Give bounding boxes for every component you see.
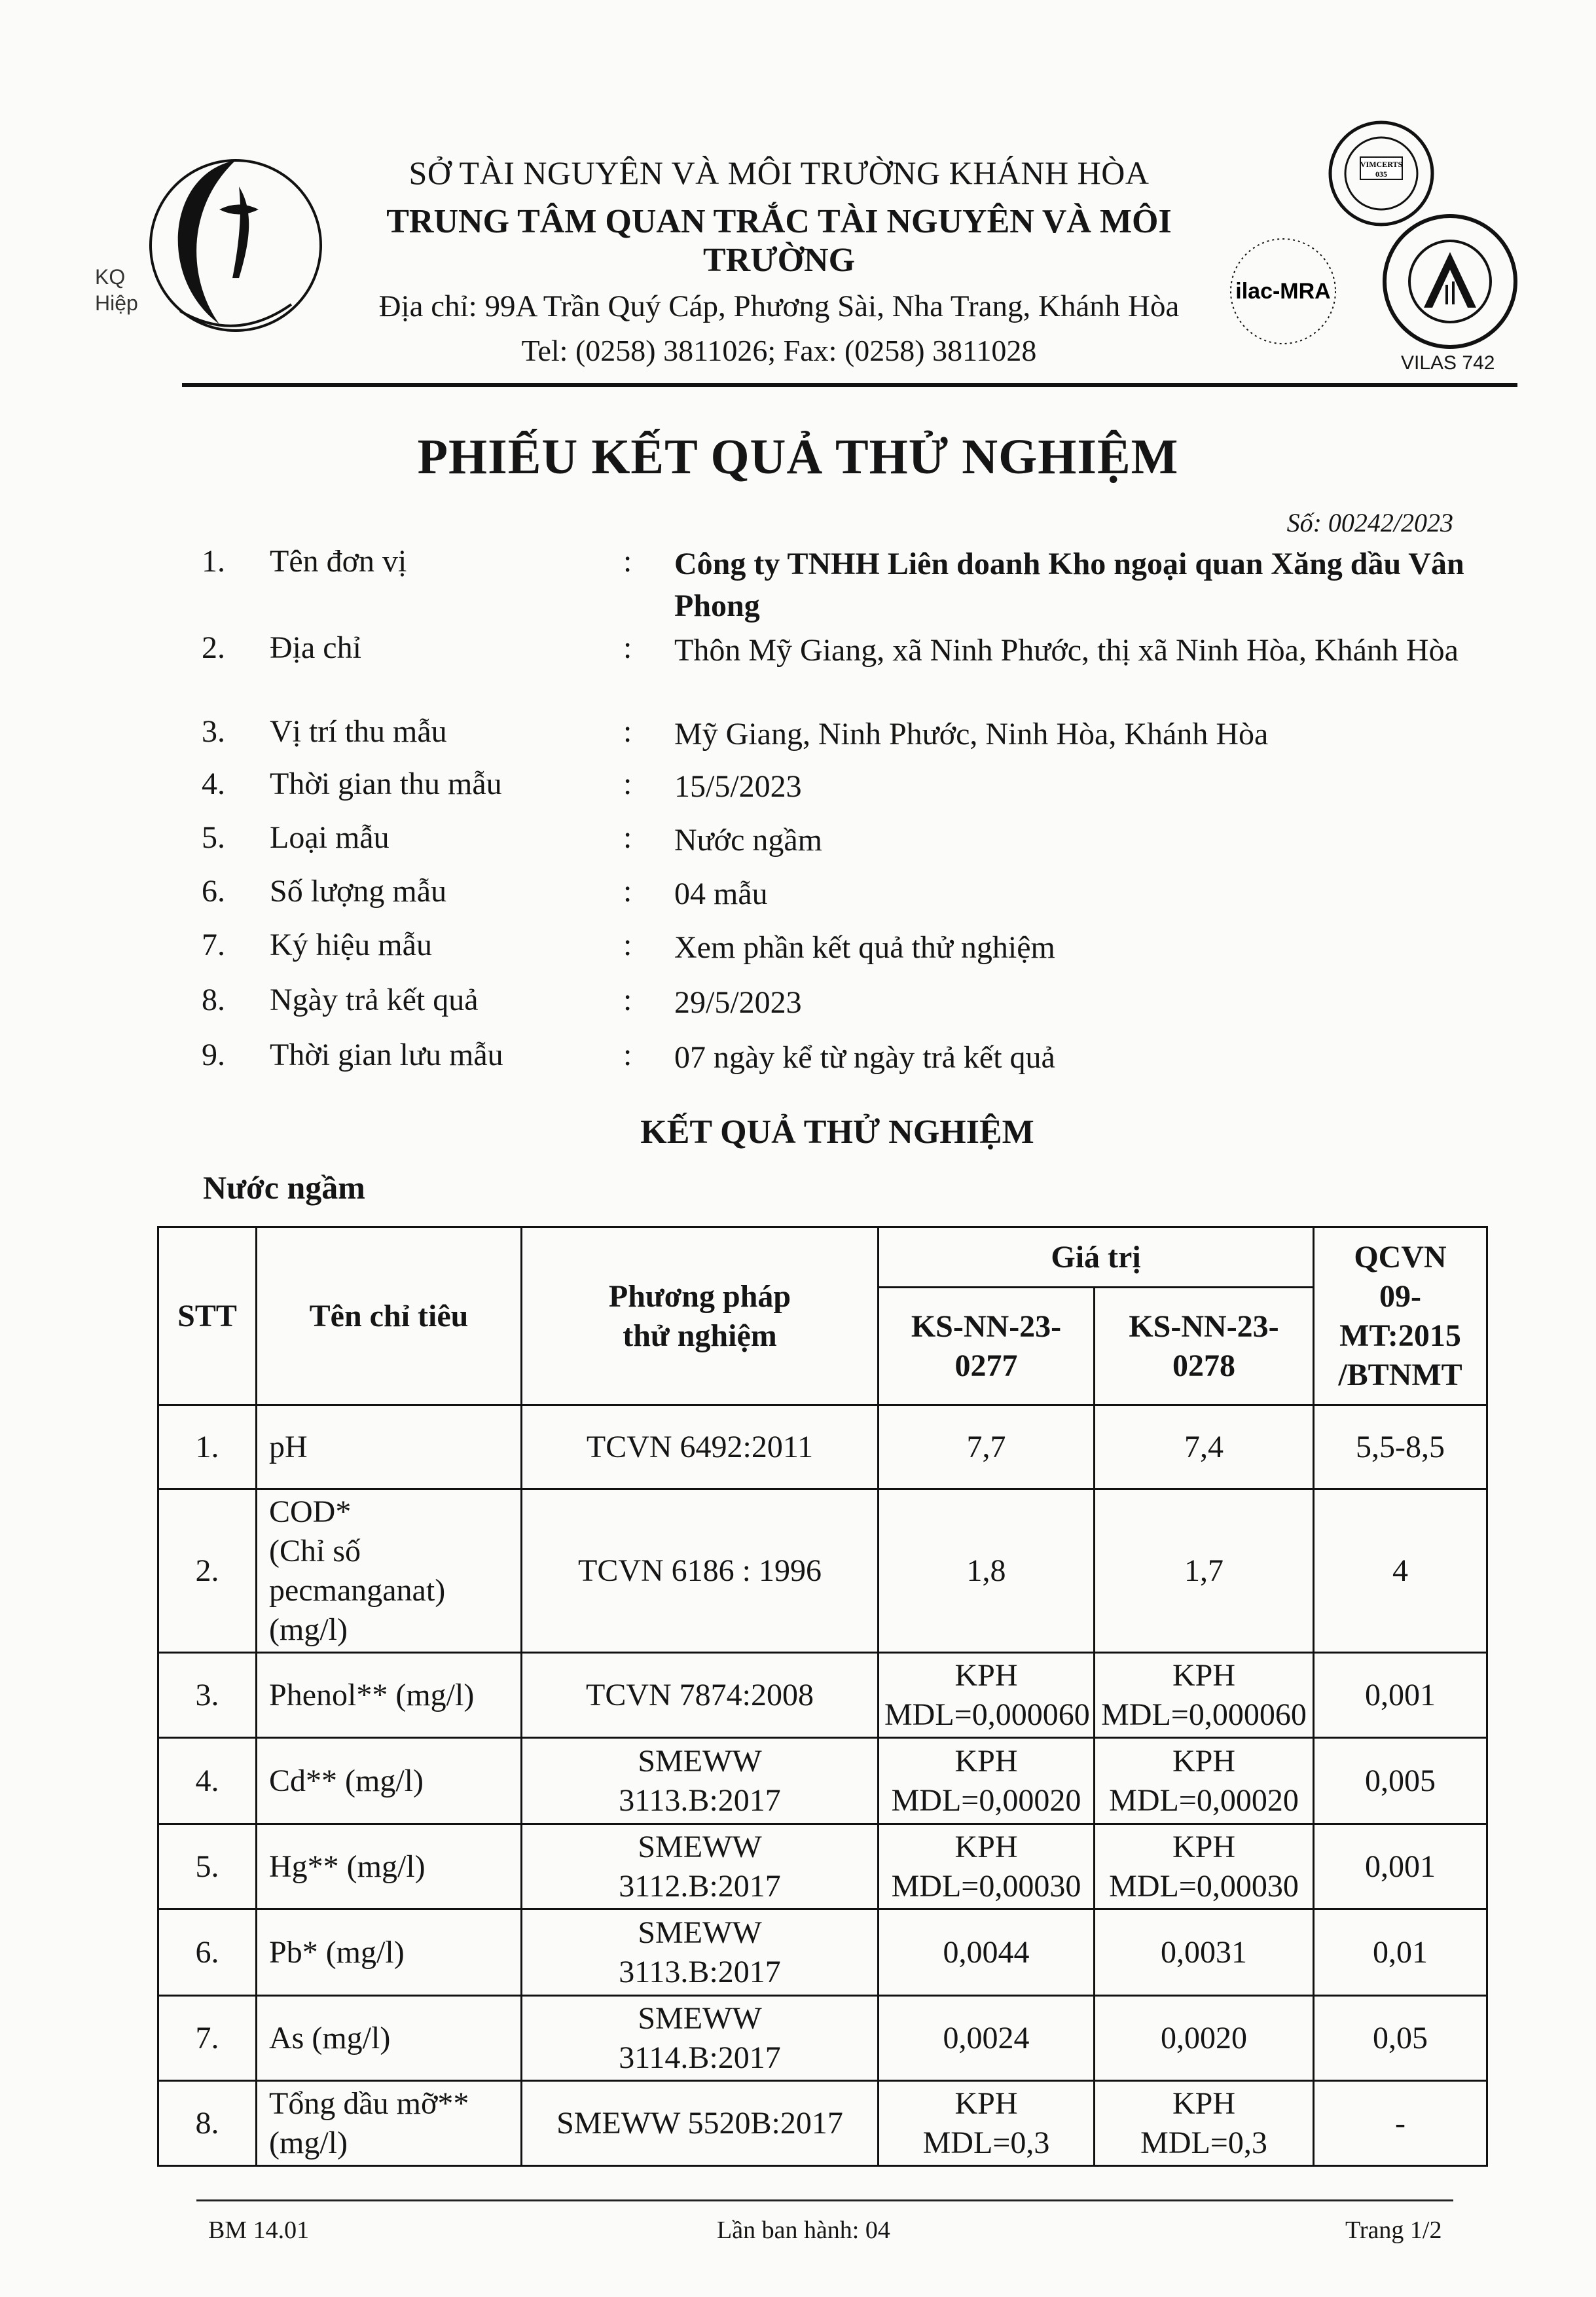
results-table bbox=[157, 1226, 1488, 2167]
cell-method bbox=[522, 1489, 879, 1653]
results-title: KẾT QUẢ THỬ NGHIỆM bbox=[640, 1113, 1034, 1151]
cell-limit: 0,001 bbox=[1314, 1824, 1487, 1909]
cell-line: pH bbox=[269, 1429, 308, 1464]
header-qcvn-line: MT:2015 bbox=[1339, 1318, 1461, 1353]
stamp-fragment-1: KQ bbox=[95, 265, 126, 289]
accreditation-code: VILAS 742 bbox=[1401, 352, 1495, 374]
cell-parameter bbox=[257, 1653, 522, 1738]
cell-line: KPH bbox=[1172, 1829, 1236, 1864]
cell-line: MDL=0,00030 bbox=[1109, 1868, 1299, 1904]
info-number: 6. bbox=[202, 874, 225, 909]
cell-sample-1 bbox=[879, 1738, 1095, 1824]
header-sample-1 bbox=[879, 1288, 1095, 1405]
cell-sample-2 bbox=[1095, 1996, 1314, 2081]
cell-line: TCVN 6186 : 1996 bbox=[578, 1553, 822, 1588]
address: Địa chỉ: 99A Trần Quý Cáp, Phương Sài, Nha Trang, Khánh Hòa bbox=[378, 289, 1180, 323]
header-qcvn-line: QCVN bbox=[1354, 1239, 1447, 1275]
cell-line: 7,7 bbox=[966, 1429, 1006, 1464]
header-method bbox=[522, 1227, 879, 1405]
cell-sample-1 bbox=[879, 1653, 1095, 1738]
info-colon: : bbox=[623, 544, 632, 579]
info-value: 07 ngày kể từ ngày trả kết quả bbox=[674, 1040, 1055, 1075]
header-value: Giá trị bbox=[879, 1227, 1314, 1288]
info-value: Nước ngầm bbox=[674, 823, 823, 858]
cell-limit: 0,05 bbox=[1314, 1996, 1487, 2081]
cell-stt: 7. bbox=[158, 1996, 257, 2081]
svg-text:VIMCERTS: VIMCERTS bbox=[1360, 160, 1403, 169]
cell-sample-2 bbox=[1095, 1909, 1314, 1996]
cell-parameter bbox=[257, 1996, 522, 2081]
sample-code-line: 0277 bbox=[954, 1348, 1018, 1383]
info-colon: : bbox=[623, 714, 632, 749]
page-number: Trang 1/2 bbox=[1345, 2216, 1442, 2244]
cell-method bbox=[522, 1738, 879, 1824]
cell-sample-2 bbox=[1095, 1405, 1314, 1489]
info-number: 9. bbox=[202, 1038, 225, 1072]
cell-method bbox=[522, 1405, 879, 1489]
cell-line: TCVN 7874:2008 bbox=[586, 1677, 814, 1712]
info-value: Thôn Mỹ Giang, xã Ninh Phước, thị xã Ninh Hòa, Khánh Hòa bbox=[674, 633, 1459, 668]
table-row bbox=[158, 2081, 1487, 2166]
info-colon: : bbox=[623, 874, 632, 909]
cell-line: KPH bbox=[954, 2086, 1018, 2121]
info-label: Vị trí thu mẫu bbox=[270, 714, 447, 749]
info-value: Công ty TNHH Liên doanh Kho ngoại quan Xăng dầu Vân Phong bbox=[674, 547, 1464, 623]
header-method-line: thử nghiệm bbox=[623, 1318, 777, 1353]
cell-line: MDL=0,00020 bbox=[1109, 1782, 1299, 1818]
info-value: 29/5/2023 bbox=[674, 985, 802, 1020]
footer-divider bbox=[196, 2199, 1453, 2201]
document-title: PHIẾU KẾT QUẢ THỬ NGHIỆM bbox=[417, 429, 1179, 484]
info-number: 1. bbox=[202, 544, 225, 579]
cell-parameter bbox=[257, 1489, 522, 1653]
cell-stt: 2. bbox=[158, 1489, 257, 1653]
cell-sample-1 bbox=[879, 1909, 1095, 1996]
cell-parameter bbox=[257, 1405, 522, 1489]
header-qcvn bbox=[1314, 1227, 1487, 1405]
cell-line: KPH bbox=[954, 1657, 1018, 1693]
cell-line: MDL=0,000060 bbox=[884, 1697, 1090, 1732]
cell-line: (mg/l) bbox=[269, 2125, 348, 2160]
cell-sample-2 bbox=[1095, 2081, 1314, 2166]
cell-stt: 3. bbox=[158, 1653, 257, 1738]
department-logo bbox=[141, 147, 327, 353]
cell-parameter bbox=[257, 1824, 522, 1909]
cell-line: (mg/l) bbox=[269, 1612, 348, 1647]
contact: Tel: (0258) 3811026; Fax: (0258) 3811028 bbox=[521, 334, 1037, 367]
info-number: 5. bbox=[202, 820, 225, 855]
cell-line: 3112.B:2017 bbox=[619, 1868, 781, 1904]
cell-method bbox=[522, 2081, 879, 2166]
form-code: BM 14.01 bbox=[208, 2216, 310, 2244]
cell-sample-1 bbox=[879, 1489, 1095, 1653]
table-row bbox=[158, 1996, 1487, 2081]
info-colon: : bbox=[623, 1038, 632, 1072]
table-row bbox=[158, 1909, 1487, 1996]
cell-sample-1 bbox=[879, 2081, 1095, 2166]
sample-code-line: KS-NN-23- bbox=[1129, 1309, 1279, 1344]
header-stt: STT bbox=[158, 1227, 257, 1405]
cell-line: SMEWW bbox=[638, 1829, 762, 1864]
info-value: 15/5/2023 bbox=[674, 769, 802, 804]
info-value: Mỹ Giang, Ninh Phước, Ninh Hòa, Khánh Hòa bbox=[674, 717, 1269, 751]
cell-stt: 1. bbox=[158, 1405, 257, 1489]
issue-number: Lần ban hành: 04 bbox=[717, 2216, 890, 2244]
cell-line: 1,7 bbox=[1184, 1553, 1224, 1588]
table-row bbox=[158, 1489, 1487, 1653]
cell-method bbox=[522, 1824, 879, 1909]
svg-text:ilac-MRA: ilac-MRA bbox=[1235, 279, 1331, 304]
info-number: 3. bbox=[202, 714, 225, 749]
info-colon: : bbox=[623, 767, 632, 801]
info-value: Xem phần kết quả thử nghiệm bbox=[674, 930, 1055, 965]
sample-code-line: KS-NN-23- bbox=[911, 1309, 1062, 1344]
info-colon: : bbox=[623, 820, 632, 855]
cell-line: KPH bbox=[1172, 1743, 1236, 1779]
sample-type-heading: Nước ngầm bbox=[203, 1169, 365, 1206]
header-parameter: Tên chỉ tiêu bbox=[257, 1227, 522, 1405]
info-number: 4. bbox=[202, 767, 225, 801]
cell-parameter bbox=[257, 2081, 522, 2166]
cell-line: MDL=0,00020 bbox=[891, 1782, 1081, 1818]
cell-line: SMEWW bbox=[638, 1915, 762, 1950]
cell-line: 7,4 bbox=[1184, 1429, 1224, 1464]
cell-sample-2 bbox=[1095, 1489, 1314, 1653]
cell-line: COD* bbox=[269, 1494, 352, 1529]
info-value: 04 mẫu bbox=[674, 877, 768, 911]
cell-method bbox=[522, 1909, 879, 1996]
info-label: Thời gian thu mẫu bbox=[270, 767, 502, 801]
cell-line: 3114.B:2017 bbox=[619, 2040, 781, 2075]
cell-line: MDL=0,00030 bbox=[891, 1868, 1081, 1904]
cell-line: KPH bbox=[1172, 2086, 1236, 2121]
header-qcvn-line: /BTNMT bbox=[1338, 1357, 1462, 1392]
stamp-fragment-2: Hiệp bbox=[95, 291, 138, 315]
cell-line: SMEWW bbox=[638, 1743, 762, 1779]
cell-method bbox=[522, 1653, 879, 1738]
cell-line: TCVN 6492:2011 bbox=[586, 1429, 814, 1464]
table-row bbox=[158, 1653, 1487, 1738]
cell-line: MDL=0,3 bbox=[1140, 2125, 1267, 2160]
cell-line: Hg** (mg/l) bbox=[269, 1849, 426, 1884]
cell-line: KPH bbox=[954, 1829, 1018, 1864]
cell-limit: 0,001 bbox=[1314, 1653, 1487, 1738]
header-qcvn-line: 09- bbox=[1379, 1278, 1421, 1314]
organization-header bbox=[327, 154, 1231, 368]
cell-line: 3113.B:2017 bbox=[619, 1782, 781, 1818]
cell-line: KPH bbox=[1172, 1657, 1236, 1693]
info-number: 8. bbox=[202, 983, 225, 1017]
cell-sample-1 bbox=[879, 1824, 1095, 1909]
cell-parameter bbox=[257, 1738, 522, 1824]
cell-line: Tổng dầu mỡ** bbox=[269, 2086, 469, 2121]
cell-line: KPH bbox=[954, 1743, 1018, 1779]
cell-sample-2 bbox=[1095, 1653, 1314, 1738]
cell-stt: 6. bbox=[158, 1909, 257, 1996]
cell-line: pecmanganat) bbox=[269, 1572, 446, 1608]
cell-sample-2 bbox=[1095, 1824, 1314, 1909]
cell-method bbox=[522, 1996, 879, 2081]
cell-sample-1 bbox=[879, 1996, 1095, 2081]
cell-sample-2 bbox=[1095, 1738, 1314, 1824]
document-number: Số: 00242/2023 bbox=[1286, 508, 1453, 537]
cell-line: 0,0020 bbox=[1161, 2020, 1247, 2055]
cell-line: 0,0024 bbox=[943, 2020, 1030, 2055]
cell-line: MDL=0,3 bbox=[922, 2125, 1050, 2160]
accreditation-logos bbox=[1218, 118, 1525, 380]
cell-stt: 4. bbox=[158, 1738, 257, 1824]
cell-line: SMEWW 5520B:2017 bbox=[556, 2105, 843, 2141]
table-row bbox=[158, 1405, 1487, 1489]
header-method-line: Phương pháp bbox=[608, 1278, 791, 1314]
cell-limit: 0,005 bbox=[1314, 1738, 1487, 1824]
cell-line: 1,8 bbox=[966, 1553, 1006, 1588]
cell-parameter bbox=[257, 1909, 522, 1996]
cell-line: Cd** (mg/l) bbox=[269, 1763, 424, 1798]
cell-line: SMEWW bbox=[638, 2000, 762, 2036]
cell-line: 0,0031 bbox=[1161, 1934, 1247, 1970]
info-label: Ngày trả kết quả bbox=[270, 983, 479, 1017]
center-name: TRUNG TÂM QUAN TRẮC TÀI NGUYÊN VÀ MÔI TRƯỜNG bbox=[386, 203, 1172, 279]
info-label: Loại mẫu bbox=[270, 820, 390, 855]
info-label: Ký hiệu mẫu bbox=[270, 928, 432, 962]
cell-line: 0,0044 bbox=[943, 1934, 1030, 1970]
info-label: Tên đơn vị bbox=[270, 544, 407, 579]
sample-code-line: 0278 bbox=[1172, 1348, 1235, 1383]
info-colon: : bbox=[623, 928, 632, 962]
info-colon: : bbox=[623, 630, 632, 665]
cell-line: (Chỉ số bbox=[269, 1533, 361, 1568]
cell-line: MDL=0,000060 bbox=[1101, 1697, 1307, 1732]
cell-sample-1 bbox=[879, 1405, 1095, 1489]
info-number: 7. bbox=[202, 928, 225, 962]
svg-text:035: 035 bbox=[1375, 170, 1387, 179]
cell-stt: 8. bbox=[158, 2081, 257, 2166]
info-label: Địa chỉ bbox=[270, 630, 361, 665]
cell-stt: 5. bbox=[158, 1824, 257, 1909]
table-row bbox=[158, 1738, 1487, 1824]
cell-line: Pb* (mg/l) bbox=[269, 1934, 405, 1970]
cell-limit: - bbox=[1314, 2081, 1487, 2166]
cell-limit: 5,5-8,5 bbox=[1314, 1405, 1487, 1489]
cell-line: 3113.B:2017 bbox=[619, 1954, 781, 1989]
info-label: Số lượng mẫu bbox=[270, 874, 447, 909]
info-label: Thời gian lưu mẫu bbox=[270, 1038, 503, 1072]
cell-limit: 4 bbox=[1314, 1489, 1487, 1653]
info-number: 2. bbox=[202, 630, 225, 665]
header-divider bbox=[182, 383, 1517, 387]
table-row bbox=[158, 1824, 1487, 1909]
department-name: SỞ TÀI NGUYÊN VÀ MÔI TRƯỜNG KHÁNH HÒA bbox=[408, 154, 1150, 191]
cell-line: As (mg/l) bbox=[269, 2020, 391, 2055]
cell-line: Phenol** (mg/l) bbox=[269, 1677, 475, 1712]
cell-limit: 0,01 bbox=[1314, 1909, 1487, 1996]
info-colon: : bbox=[623, 983, 632, 1017]
header-sample-2 bbox=[1095, 1288, 1314, 1405]
